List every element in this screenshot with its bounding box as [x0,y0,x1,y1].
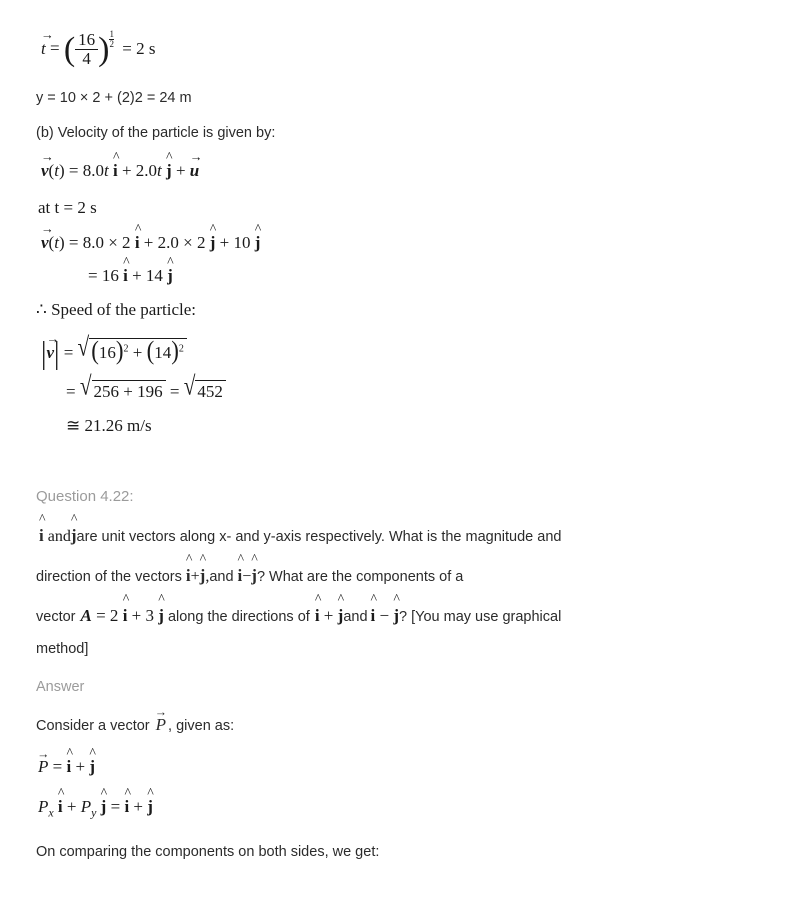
sqrt-452: √ 452 [184,378,226,403]
vector-P-inline: P → [156,715,166,735]
question-number [36,488,751,505]
fraction-16-over-4 [75,31,98,69]
question-text-5: along the directions of [167,608,310,625]
question-text-8: method] [36,640,89,657]
unit-vector-j-sum: j ^ [200,563,206,589]
unit-vector-j-4: j ^ [167,266,173,286]
abs-bar-left: | [41,335,47,371]
equation-P-components: $P_x$ i ^ + $P_y$ j ^ = i ^ + j ^ [38,797,751,820]
unit-vector-i-P: i ^ [66,757,71,777]
line-displacement [36,90,751,106]
question-text-7: ? [You may use graphical [399,608,562,625]
unit-vector-j-rhs: j ^ [147,797,153,817]
unit-vector-j-P: j ^ [89,757,95,777]
question-body-line-2: direction of the vectors i ^+j ^,and i ^−j ^? What are the components of a [36,563,751,589]
unit-vector-j-Py: j ^ [101,797,107,817]
vec-sum-2: i ^ + j ^ [315,606,344,625]
answer-label [36,679,751,695]
answer-line-1 [36,715,751,735]
answer-closing-line [36,844,751,860]
question-text-3: ? What are the components of a [256,568,464,585]
unit-vector-i-sum: i ^ [186,563,191,589]
speed-intro-text: ∴ Speed of the particle: [36,300,196,319]
and-word-q: and [47,527,71,545]
vector-v: v → [41,161,49,181]
variable-t: t → [41,39,46,59]
fraction-denominator: 4 [82,49,91,69]
question-text-6: and [343,608,368,625]
equation-velocity-general: v →(t) = 8.0t i ^ + 2.0t j ^ + u → [41,161,751,181]
vector-v-mag: v → [46,343,54,363]
question-body-line-3 [36,603,751,629]
question-body-line-4 [36,641,751,657]
vector-P: P → [38,757,48,777]
question-body-line-1 [36,523,751,549]
equation-velocity-result: = 16 i ^ + 14 j ^ [88,266,751,286]
unit-vector-j-3: j ^ [255,233,261,253]
sqrt-expression: $√(16)^2 + (14)^2$ [78,338,187,364]
vec-diff-2: i ^ − j ^ [371,606,400,625]
equation-speed-result [66,416,751,436]
equation-speed-magnitude: |v →| = $√(16)^2 + (14)^2$ [41,338,751,365]
line-at-t [38,198,751,218]
unit-vector-j: j ^ [166,161,172,181]
vector-u: u → [190,161,199,181]
line-part-b [36,125,751,141]
question-text-2: and [209,568,234,585]
abs-bar-right: | [54,335,60,371]
part-b-text: (b) Velocity of the particle is given by: [36,125,276,141]
answer-line1-tail: , given as: [168,717,235,734]
left-paren: ( [63,30,76,68]
time-result: = 2 s [122,38,156,58]
unit-vector-i-Px: i ^ [58,797,63,817]
right-paren: ) [98,30,110,68]
answer-label-text: Answer [36,678,85,695]
equation-time: t → = ( $\frac{16}{4}$ ) $\frac{1}{2}$ = 2 s [41,30,751,76]
equation-P-definition: P → = i ^ + j ^ [38,757,751,777]
equation-velocity-substituted: v →(t) = 8.0 × 2 i ^ + 2.0 × 2 j ^ + 10 j ^ [41,233,751,253]
exponent-one-half: $\frac{1}{2}$ [109,29,114,49]
unit-vector-i-rhs: i ^ [124,797,129,817]
unit-vector-i-4: i ^ [123,266,128,286]
unit-vector-j-diff: j ^ [251,563,257,589]
vector-v-sub: v → [41,233,49,253]
unit-vector-j-2: j ^ [210,233,216,253]
unit-vector-i-q: i ^ [39,523,44,549]
unit-vector-i-2: i ^ [135,233,140,253]
displacement-text: y = 10 × 2 + (2)2 = 24 m [36,90,192,106]
answer-closing-text: On comparing the components on both sides, we get: [36,844,380,861]
equation-speed-step2: = √ 256 + 196 = √ 452 [66,378,751,403]
fraction-numerator: 16 [75,31,98,51]
answer-line1-text: Consider a vector [36,717,150,734]
question-direction-word: direction of the vectors [36,568,182,585]
question-number-label: Question 4.22: [36,487,134,505]
question-text-4: vector [36,608,76,625]
unit-vector-i-diff: i ^ [238,563,243,589]
sqrt-256-196: √ 256 + 196 [80,378,166,403]
question-text-1: are unit vectors along x- and y-axis respectively. What is the magnitude and [76,528,562,545]
unit-vector-i: i ^ [113,161,118,181]
unit-vector-j-q: j ^ [71,523,77,549]
at-t-text: at t = 2 s [38,198,97,217]
speed-result-text: ≅ 21.26 m/s [66,415,152,435]
line-speed-intro [36,300,751,320]
vector-A-expression: A = 2 i ^ + 3 j ^ [81,606,164,625]
